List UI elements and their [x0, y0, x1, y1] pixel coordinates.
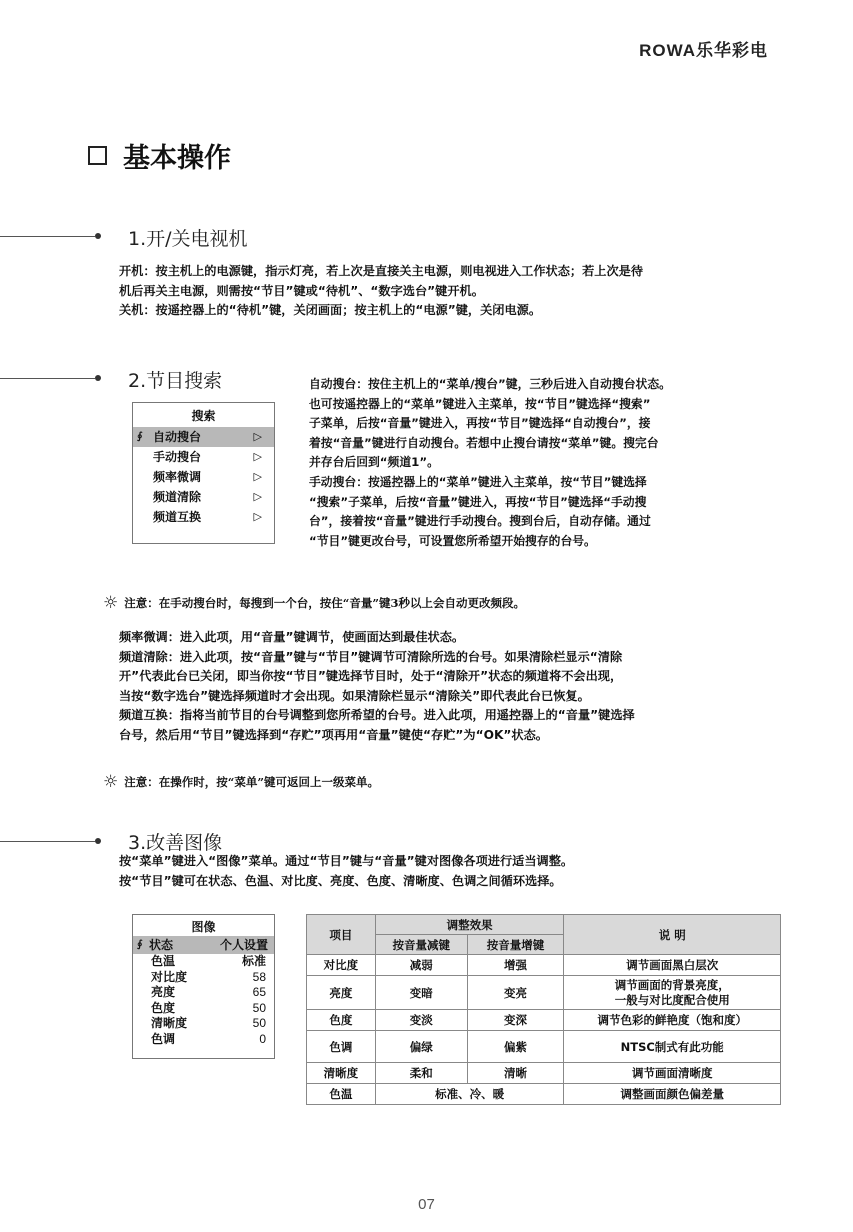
row-label: 色度: [151, 1000, 176, 1015]
picture-menu-row: [133, 1001, 274, 1017]
picture-menu-row: [133, 954, 274, 970]
table-row: [307, 976, 781, 1010]
selection-mark-icon: ∮: [137, 431, 143, 442]
bullet-dot-icon: [95, 233, 101, 239]
cell-dec: 偏绿: [375, 1031, 467, 1063]
picture-menu-row: [133, 970, 274, 986]
row-value: 标准: [241, 954, 266, 968]
picture-menu-row: [133, 1016, 274, 1032]
text-line: 台号，然后用“节目”键选择到“存贮”项再用“音量”键使“存贮”为“OK”状态。: [119, 727, 548, 742]
menu-item-channel-swap: [133, 507, 274, 527]
bullet-dot-icon: [95, 838, 101, 844]
text-line: 并存台后回到“频道1”。: [309, 455, 439, 470]
menu-item-channel-clear: [133, 487, 274, 507]
arrow-right-icon: ▷: [253, 490, 262, 503]
text-line: 当按“数字选台”键选择频道时才会出现。如果清除栏显示“清除关”即代表此台已恢复。: [119, 688, 590, 703]
cell-inc: 偏紫: [467, 1031, 564, 1063]
cell-desc: 调节画面黑白层次: [564, 955, 781, 976]
row-label: 亮度: [151, 985, 176, 999]
menu-item-auto-search: [133, 427, 274, 447]
cell-item: 对比度: [307, 955, 376, 976]
section-title-search: 2.节目搜索: [128, 370, 223, 392]
sun-icon: ☼: [103, 772, 119, 792]
menu-item-label: 频道互换: [153, 510, 202, 524]
text-line: 频道互换：指将当前节目的台号调整到您所希望的台号。进入此项，用遥控器上的“音量”键选择: [119, 708, 635, 722]
row-value: 0: [259, 1031, 266, 1046]
page-title: 基本操作: [123, 143, 231, 174]
page-title-block: [88, 136, 231, 175]
picture-instructions: [119, 852, 784, 891]
menu-item-label: 频率微调: [153, 470, 202, 484]
picture-menu-box: [132, 914, 275, 1059]
header-effect: 调整效果: [375, 915, 564, 935]
row-value: 58: [252, 969, 266, 984]
state-value: 个人设置: [219, 938, 268, 952]
text-line: “节目”键更改台号，可设置您所希望开始搜存的台号。: [309, 533, 596, 548]
cell-item: 色度: [307, 1010, 376, 1031]
cell-inc: 变亮: [467, 976, 564, 1010]
cell-dec: 变淡: [375, 1010, 467, 1031]
section-rule: [0, 236, 95, 237]
section-rule: [0, 841, 95, 842]
checkbox-square-icon: [88, 146, 107, 165]
table-row: [307, 1084, 781, 1105]
row-value: 65: [252, 985, 266, 999]
header-vol-up: 按音量增键: [467, 935, 564, 955]
cell-desc: 调节画面的背景亮度， 一般与对比度配合使用: [564, 976, 781, 1010]
text-line: 台”，接着按“音量”键进行手动搜台。搜到台后，自动存储。通过: [309, 514, 651, 529]
menu-item-label: 自动搜台: [153, 430, 202, 444]
text-line: 按“节目”键可在状态、色温、对比度、亮度、色度、清晰度、色调之间循环选择。: [119, 873, 562, 888]
header-item: 项目: [307, 915, 376, 955]
note-manual-search: [103, 593, 525, 613]
cell-inc: 变深: [467, 1010, 564, 1031]
menu-item-fine-tune: [133, 467, 274, 487]
text-line: 手动搜台：按遥控器上的“菜单”键进入主菜单，按“节目”键选择: [309, 474, 647, 489]
cell-desc: 调节色彩的鲜艳度（饱和度）: [564, 1010, 781, 1031]
picture-menu-row: [133, 985, 274, 1001]
search-menu-box: [132, 402, 275, 544]
sun-icon: ☼: [103, 593, 119, 613]
section-rule: [0, 378, 95, 379]
picture-state-row: [133, 936, 274, 954]
arrow-right-icon: ▷: [253, 510, 262, 523]
cell-inc: 增强: [467, 955, 564, 976]
row-label: 对比度: [151, 969, 188, 984]
menu-item-label: 频道清除: [153, 490, 202, 504]
picture-menu-row: [133, 1032, 274, 1048]
text-line: 机后再关主电源，则需按“节目”键或“待机”、“数字选台”键开机。: [119, 283, 484, 298]
text-line: 着按“音量”键进行自动搜台。若想中止搜台请按“菜单”键。搜完台: [309, 435, 659, 450]
section-title-power: 1.开/关电视机: [128, 228, 248, 250]
table-row: [307, 955, 781, 976]
text-line: 关机：按遥控器上的“待机”键，关闭画面；按主机上的“电源”键，关闭电源。: [119, 303, 542, 317]
bullet-dot-icon: [95, 375, 101, 381]
menu-item-manual-search: [133, 447, 274, 467]
selection-mark-icon: ∮: [137, 939, 143, 950]
cell-item: 色温: [307, 1084, 376, 1105]
row-label: 色温: [151, 954, 176, 968]
page-number: 07: [418, 1196, 435, 1213]
cell-item: 亮度: [307, 976, 376, 1010]
row-label: 色调: [151, 1031, 176, 1046]
note-text: 注意：在操作时，按“菜单”键可返回上一级菜单。: [124, 775, 379, 789]
menu-item-label: 手动搜台: [153, 450, 202, 464]
text-line: 开机：按主机上的电源键，指示灯亮，若上次是直接关主电源，则电视进入工作状态；若上次是待: [119, 264, 644, 278]
text-line: 开”代表此台已关闭，即当你按“节目”键选择节目时，处于“清除开”状态的频道将不会出现，: [119, 669, 623, 683]
text-line: 也可按遥控器上的“菜单”键进入主菜单，按“节目”键选择“搜索”: [309, 396, 651, 411]
text-line: 子菜单，后按“音量”键进入，再按“节目”键选择“自动搜台”，接: [309, 416, 651, 431]
section-title-picture: 3.改善图像: [128, 832, 223, 854]
text-line: 频道清除：进入此项，按“音量”键与“节目”键调节可清除所选的台号。如果清除栏显示“清除: [119, 649, 623, 664]
text-line: 自动搜台：按住主机上的“菜单/搜台”键，三秒后进入自动搜台状态。: [309, 377, 671, 391]
cell-dec: 变暗: [375, 976, 467, 1010]
note-text: 注意：在手动搜台时，每搜到一个台，按住“音量”键3秒以上会自动更改频段。: [124, 596, 525, 610]
state-label: 状态: [149, 938, 174, 952]
picture-menu-header: 图像: [191, 920, 216, 934]
cell-inc: 清晰: [467, 1063, 564, 1084]
cell-item: 清晰度: [307, 1063, 376, 1084]
table-row: [307, 1031, 781, 1063]
table-row: [307, 1010, 781, 1031]
cell-dec: 减弱: [375, 955, 467, 976]
channel-instructions: [119, 628, 784, 745]
cell-dec: 柔和: [375, 1063, 467, 1084]
row-label: 清晰度: [151, 1016, 188, 1030]
text-line: 频率微调：进入此项，用“音量”键调节，使画面达到最佳状态。: [119, 630, 465, 644]
search-instructions: [309, 375, 784, 551]
arrow-right-icon: ▷: [253, 430, 262, 443]
search-menu-header: 搜索: [191, 409, 216, 423]
cell-desc: 调节画面清晰度: [564, 1063, 781, 1084]
row-value: 50: [252, 1000, 266, 1015]
power-instructions: [119, 262, 784, 321]
cell-item: 色调: [307, 1031, 376, 1063]
cell-desc: 调整画面颜色偏差量: [564, 1084, 781, 1105]
header-vol-down: 按音量减键: [375, 935, 467, 955]
cell-merged: 标准、冷、暖: [375, 1084, 564, 1105]
arrow-right-icon: ▷: [253, 470, 262, 483]
note-menu-return: [103, 772, 379, 792]
arrow-right-icon: ▷: [253, 450, 262, 463]
header-description: 说 明: [564, 915, 781, 955]
text-line: 按“菜单”键进入“图像”菜单。通过“节目”键与“音量”键对图像各项进行适当调整。: [119, 854, 574, 868]
table-row: [307, 1063, 781, 1084]
cell-desc: NTSC制式有此功能: [564, 1031, 781, 1063]
adjustment-table: [306, 914, 781, 1105]
text-line: “搜索”子菜单，后按“音量”键进入，再按“节目”键选择“手动搜: [309, 494, 647, 509]
row-value: 50: [252, 1016, 266, 1030]
brand-logo: ROWA乐华彩电: [639, 41, 768, 60]
